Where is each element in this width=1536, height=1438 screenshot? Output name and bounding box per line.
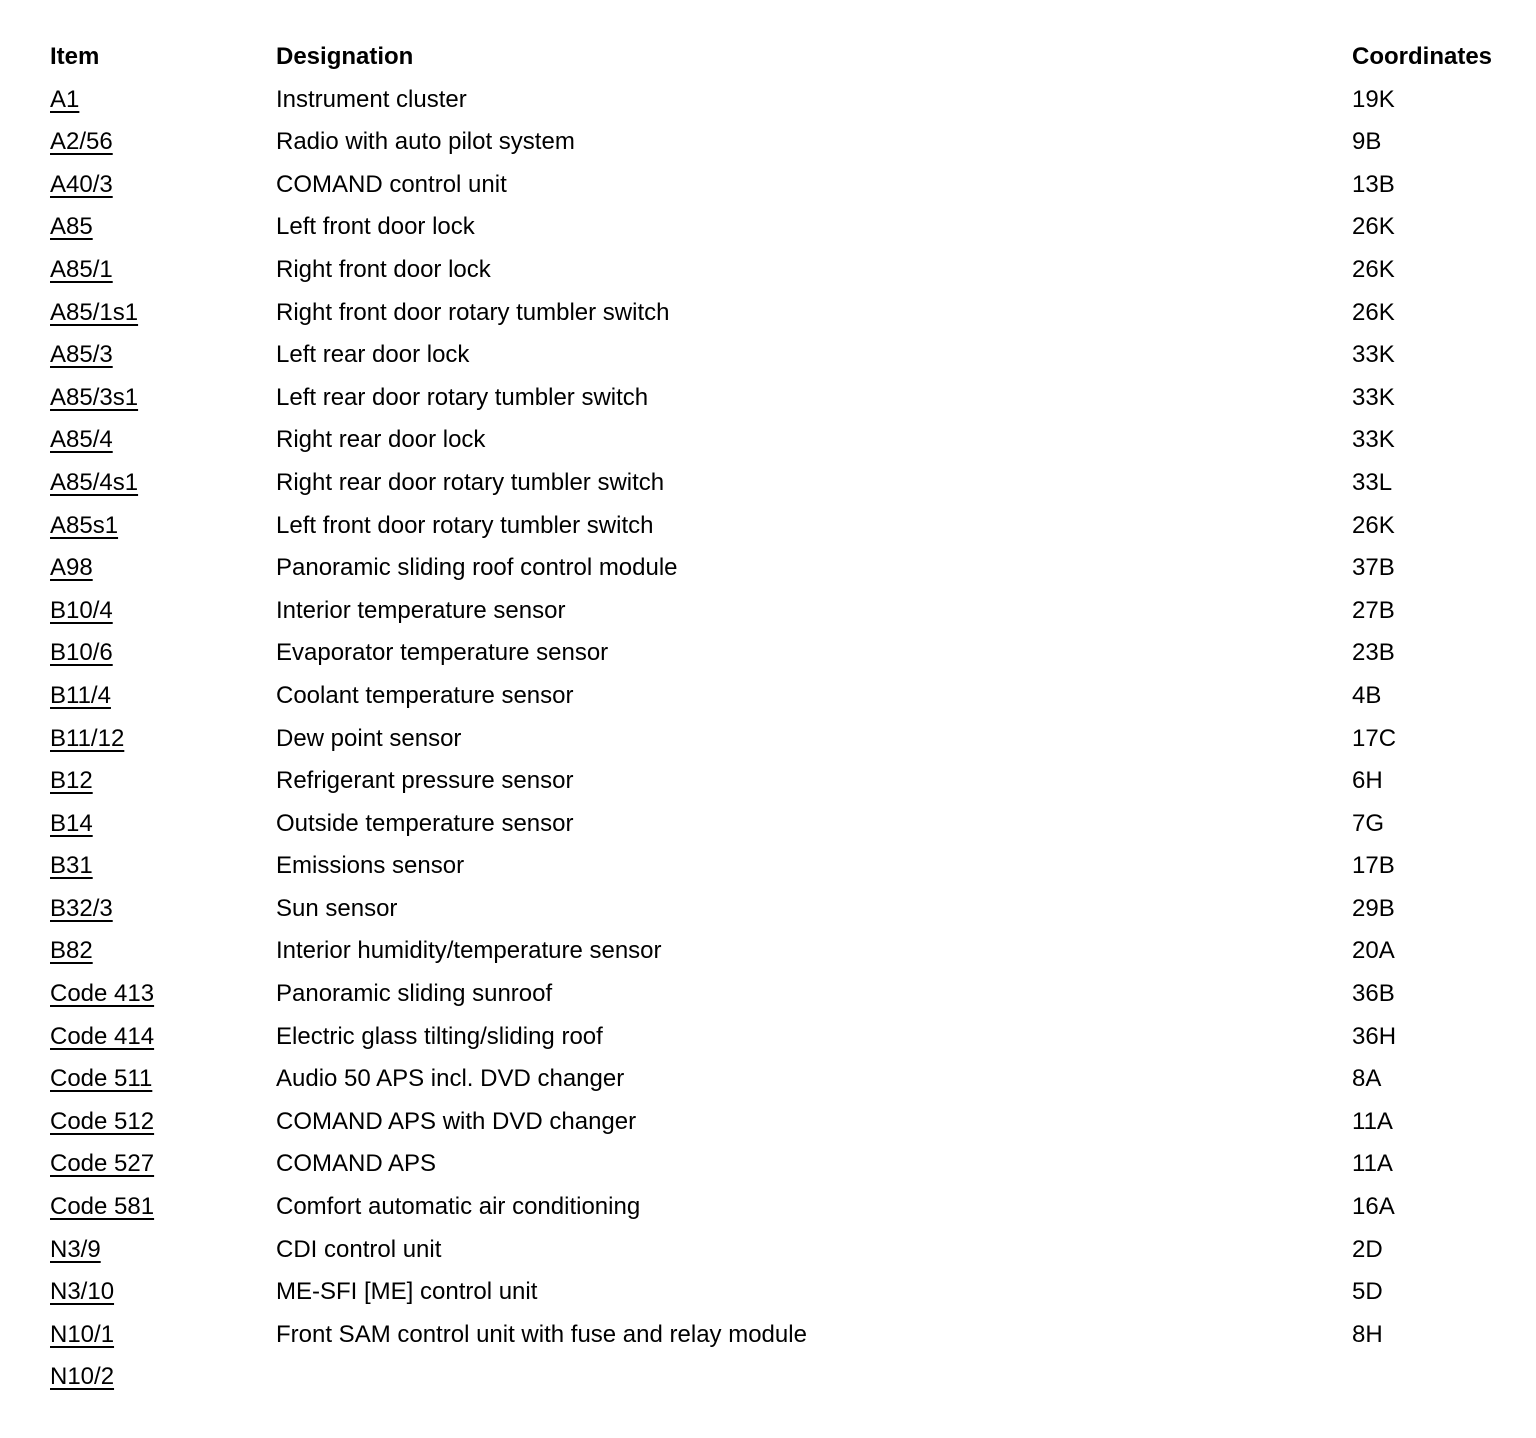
coordinates-cell: 37B [1352, 554, 1395, 582]
table-row [50, 718, 1520, 761]
designation-cell: Left front door lock [276, 213, 475, 241]
table-row [50, 930, 1520, 973]
table-row [50, 79, 1520, 122]
designation-cell: Panoramic sliding sunroof [276, 980, 553, 1008]
item-link[interactable]: A85/4 [50, 426, 113, 454]
coordinates-column-header: Coordinates [1352, 43, 1493, 70]
item-link[interactable]: Code 581 [50, 1193, 155, 1221]
table-row [50, 334, 1520, 377]
table-row [50, 1016, 1520, 1059]
designation-cell: COMAND APS [276, 1150, 437, 1178]
coordinates-cell: 36B [1352, 980, 1395, 1008]
designation-cell: Interior temperature sensor [276, 596, 566, 624]
item-link[interactable]: B82 [50, 937, 93, 965]
designation-cell: Left front door rotary tumbler switch [276, 511, 654, 539]
table-row [50, 675, 1520, 718]
designation-cell: Right front door lock [276, 255, 491, 283]
coordinates-cell: 26K [1352, 511, 1395, 539]
table-body [50, 79, 1520, 1399]
coordinates-cell: 27B [1352, 596, 1395, 624]
designation-cell: ME-SFI [ME] control unit [276, 1278, 538, 1306]
item-link[interactable]: N3/10 [50, 1278, 115, 1306]
table-row [50, 760, 1520, 803]
table-row [50, 505, 1520, 548]
coordinates-cell: 19K [1352, 85, 1395, 113]
coordinates-cell: 26K [1352, 255, 1395, 283]
designation-cell: COMAND control unit [276, 170, 507, 198]
item-link[interactable]: B10/4 [50, 596, 113, 624]
coordinates-cell: 9B [1352, 128, 1382, 156]
table-header-row [50, 36, 1520, 79]
table-row [50, 1058, 1520, 1101]
designation-cell: Interior humidity/temperature sensor [276, 937, 662, 965]
item-link[interactable]: A85/3s1 [50, 383, 139, 411]
designation-cell: Front SAM control unit with fuse and relay module [276, 1320, 807, 1348]
coordinates-cell: 17B [1352, 852, 1395, 880]
coordinates-cell: 5D [1352, 1278, 1383, 1306]
table-row [50, 1356, 1520, 1399]
table-row [50, 1101, 1520, 1144]
designation-cell: Right rear door rotary tumbler switch [276, 468, 665, 496]
designation-cell: Right rear door lock [276, 426, 486, 454]
item-link[interactable]: Code 414 [50, 1022, 155, 1050]
table-row [50, 1229, 1520, 1272]
coordinates-cell: 33L [1352, 468, 1393, 496]
designation-cell: Electric glass tilting/sliding roof [276, 1022, 603, 1050]
designation-cell: Outside temperature sensor [276, 809, 574, 837]
designation-cell: Emissions sensor [276, 852, 465, 880]
designation-cell: COMAND APS with DVD changer [276, 1107, 637, 1135]
coordinates-cell: 16A [1352, 1193, 1395, 1221]
item-link[interactable]: N3/9 [50, 1235, 101, 1263]
item-link[interactable]: A98 [50, 554, 93, 582]
designation-column-header: Designation [276, 43, 414, 70]
item-link[interactable]: A85/1 [50, 255, 113, 283]
designation-cell: Evaporator temperature sensor [276, 639, 609, 667]
table-row [50, 1143, 1520, 1186]
coordinates-cell: 7G [1352, 809, 1385, 837]
designation-cell: Left rear door lock [276, 341, 470, 369]
coordinates-cell: 29B [1352, 894, 1395, 922]
coordinates-cell: 11A [1352, 1150, 1393, 1178]
table-row [50, 377, 1520, 420]
table-row [50, 803, 1520, 846]
coordinates-cell: 23B [1352, 639, 1395, 667]
table-row [50, 590, 1520, 633]
coordinates-cell: 26K [1352, 298, 1395, 326]
item-link[interactable]: A85/3 [50, 341, 113, 369]
table-row [50, 419, 1520, 462]
item-link[interactable]: N10/2 [50, 1363, 115, 1391]
item-link[interactable]: Code 527 [50, 1150, 155, 1178]
item-link[interactable]: B10/6 [50, 639, 113, 667]
item-link[interactable]: N10/1 [50, 1320, 115, 1348]
designation-cell: Sun sensor [276, 894, 398, 922]
coordinates-cell: 36H [1352, 1022, 1397, 1050]
item-link[interactable]: A1 [50, 85, 80, 113]
table-row [50, 1271, 1520, 1314]
designation-cell: CDI control unit [276, 1235, 442, 1263]
designation-cell: Panoramic sliding roof control module [276, 554, 678, 582]
item-column-header: Item [50, 43, 100, 70]
item-link[interactable]: Code 511 [50, 1065, 153, 1093]
designation-cell: Refrigerant pressure sensor [276, 767, 574, 795]
table-row [50, 973, 1520, 1016]
coordinates-cell: 2D [1352, 1235, 1383, 1263]
coordinates-cell: 6H [1352, 767, 1383, 795]
designation-cell: Audio 50 APS incl. DVD changer [276, 1065, 625, 1093]
item-link[interactable]: B32/3 [50, 894, 113, 922]
coordinates-cell: 13B [1352, 170, 1395, 198]
coordinates-cell: 33K [1352, 341, 1395, 369]
coordinates-cell: 26K [1352, 213, 1395, 241]
table-row [50, 164, 1520, 207]
table-row [50, 547, 1520, 590]
item-link[interactable]: A2/56 [50, 128, 113, 156]
item-link[interactable]: B31 [50, 852, 93, 880]
coordinates-cell: 8A [1352, 1065, 1382, 1093]
table-row [50, 845, 1520, 888]
item-link[interactable]: B11/12 [50, 724, 125, 752]
item-link[interactable]: A85 [50, 213, 93, 241]
item-link[interactable]: Code 413 [50, 980, 155, 1008]
item-link[interactable]: Code 512 [50, 1107, 155, 1135]
table-row [50, 292, 1520, 335]
coordinates-cell: 17C [1352, 724, 1397, 752]
item-link[interactable]: B14 [50, 809, 93, 837]
item-link[interactable]: B12 [50, 767, 93, 795]
designation-cell: Radio with auto pilot system [276, 128, 575, 156]
designation-cell: Right front door rotary tumbler switch [276, 298, 670, 326]
designation-cell: Coolant temperature sensor [276, 681, 574, 709]
component-legend-table [50, 36, 1520, 1399]
table-row [50, 249, 1520, 292]
coordinates-cell: 33K [1352, 383, 1395, 411]
table-row [50, 888, 1520, 931]
designation-cell: Comfort automatic air conditioning [276, 1193, 641, 1221]
table-row [50, 1186, 1520, 1229]
table-row [50, 632, 1520, 675]
designation-cell: Dew point sensor [276, 724, 462, 752]
table-row [50, 121, 1520, 164]
table-row [50, 462, 1520, 505]
designation-cell: Left rear door rotary tumbler switch [276, 383, 649, 411]
table-row [50, 206, 1520, 249]
item-link[interactable]: A40/3 [50, 170, 113, 198]
coordinates-cell: 8H [1352, 1320, 1383, 1348]
item-link[interactable]: B11/4 [50, 681, 111, 709]
item-link[interactable]: A85s1 [50, 511, 119, 539]
designation-cell: Instrument cluster [276, 85, 467, 113]
coordinates-cell: 20A [1352, 937, 1395, 965]
coordinates-cell: 33K [1352, 426, 1395, 454]
coordinates-cell: 11A [1352, 1107, 1393, 1135]
coordinates-cell: 4B [1352, 681, 1382, 709]
item-link[interactable]: A85/4s1 [50, 468, 139, 496]
table-row [50, 1314, 1520, 1357]
item-link[interactable]: A85/1s1 [50, 298, 139, 326]
